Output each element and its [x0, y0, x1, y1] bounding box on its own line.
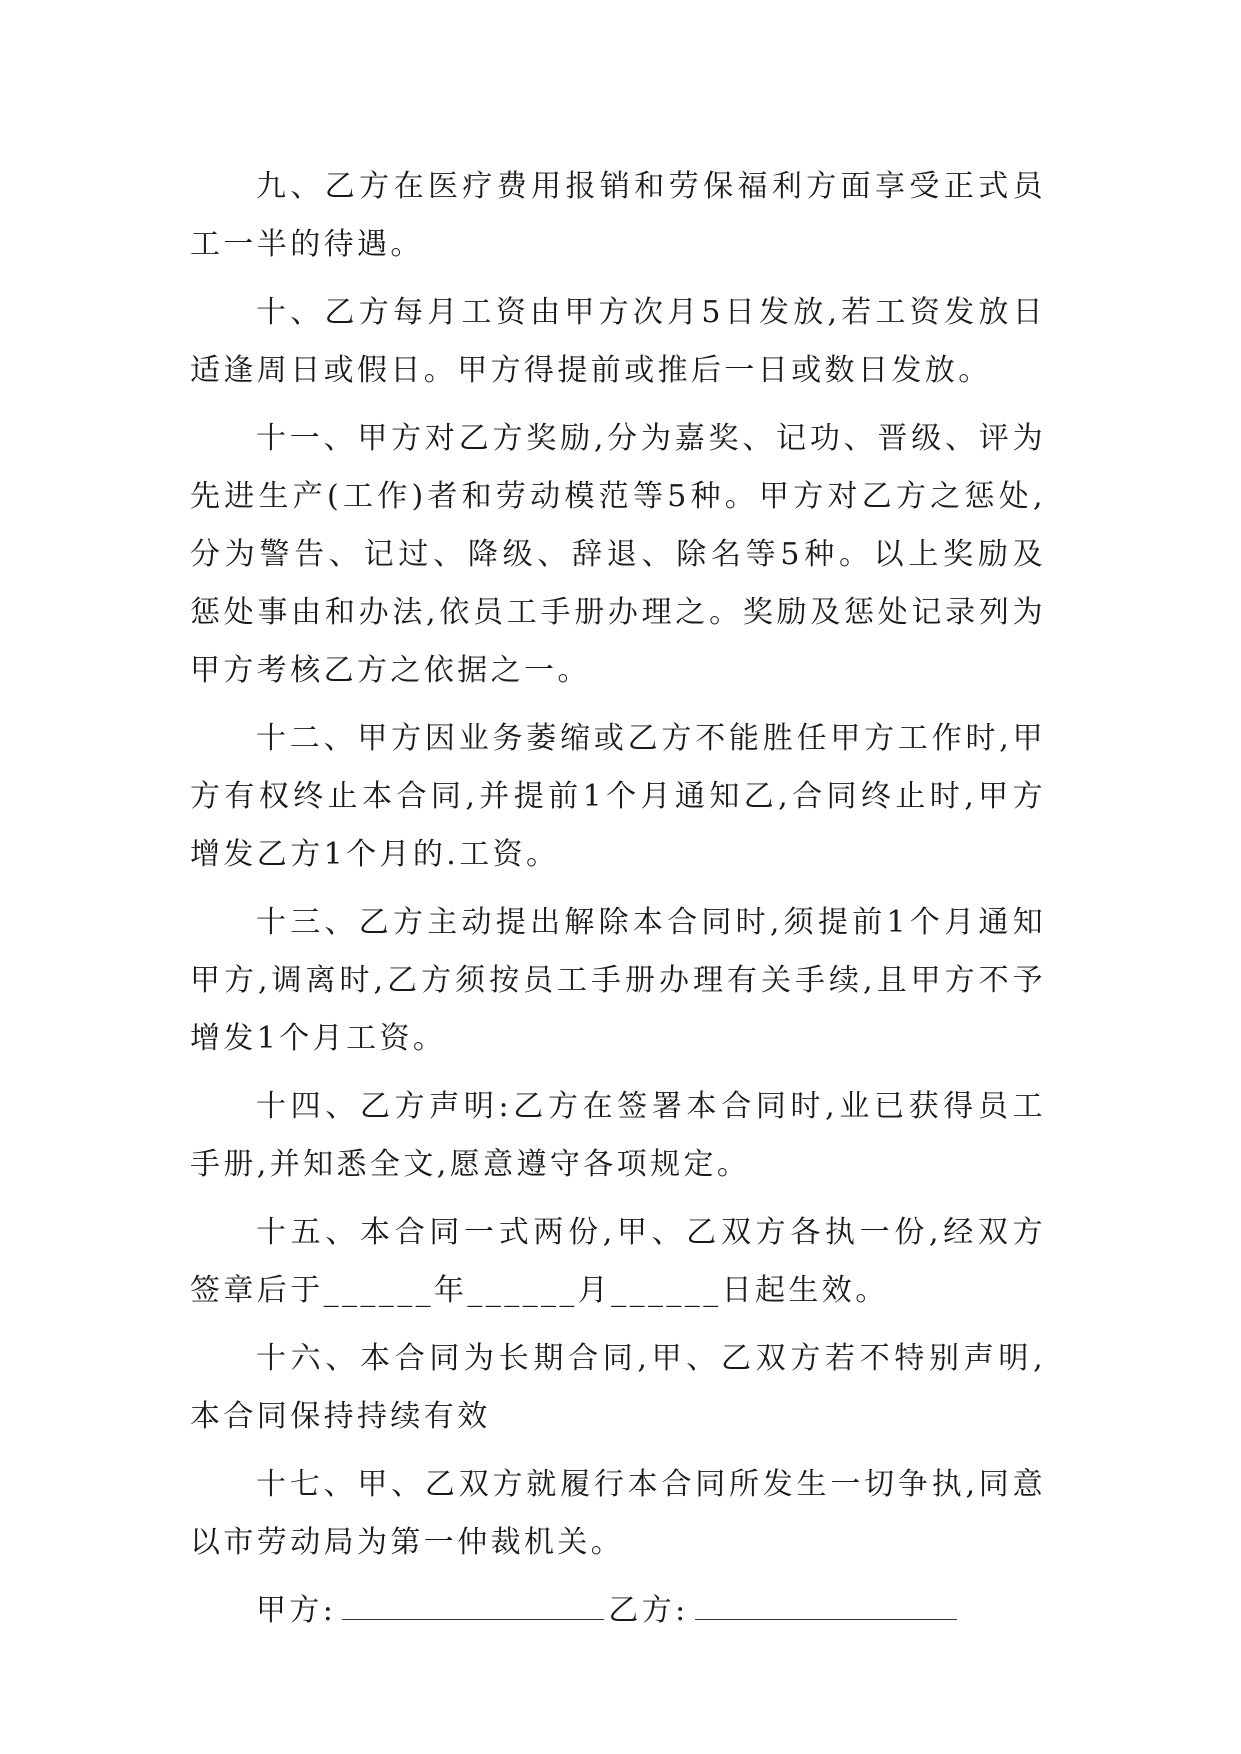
clause-12: 十二、甲方因业务萎缩或乙方不能胜任甲方工作时,甲方有权终止本合同,并提前1个月通知乙,合同终止时,甲方增发乙方1个月的.工资。: [190, 721, 1046, 872]
clause-10: 十、乙方每月工资由甲方次月5日发放,若工资发放日适逢周日或假日。甲方得提前或推后一日或数日发放。: [190, 295, 1046, 388]
party-a-signature-blank: [342, 1593, 604, 1620]
clause-11: 十一、甲方对乙方奖励,分为嘉奖、记功、晋级、评为先进生产(工作)者和劳动模范等5种。甲方对乙方之惩处,分为警告、记过、降级、辞退、除名等5种。以上奖励及惩处事由和办法,依员工手册办理之。奖励及惩处记录列为甲方考核乙方之依据之一。: [190, 421, 1046, 688]
clause-16: 十六、本合同为长期合同,甲、乙双方若不特别声明,本合同保持持续有效: [190, 1341, 1046, 1434]
signature-line: [190, 1582, 1046, 1640]
clause-13: 十三、乙方主动提出解除本合同时,须提前1个月通知甲方,调离时,乙方须按员工手册办理有关手续,且甲方不予增发1个月工资。: [190, 905, 1046, 1056]
clause-14: 十四、乙方声明:乙方在签署本合同时,业已获得员工手册,并知悉全文,愿意遵守各项规定。: [190, 1089, 1046, 1182]
clause-15: 十五、本合同一式两份,甲、乙双方各执一份,经双方签章后于______年______月______日起生效。: [190, 1215, 1046, 1308]
party-a-label: 甲方:: [256, 1593, 337, 1628]
clause-17: 十七、甲、乙双方就履行本合同所发生一切争执,同意以市劳动局为第一仲裁机关。: [190, 1467, 1046, 1560]
party-b-signature-blank: [695, 1593, 957, 1620]
party-b-label: 乙方:: [608, 1593, 689, 1628]
contract-body: [190, 158, 1046, 1640]
clause-9: 九、乙方在医疗费用报销和劳保福利方面享受正式员工一半的待遇。: [190, 169, 1046, 262]
